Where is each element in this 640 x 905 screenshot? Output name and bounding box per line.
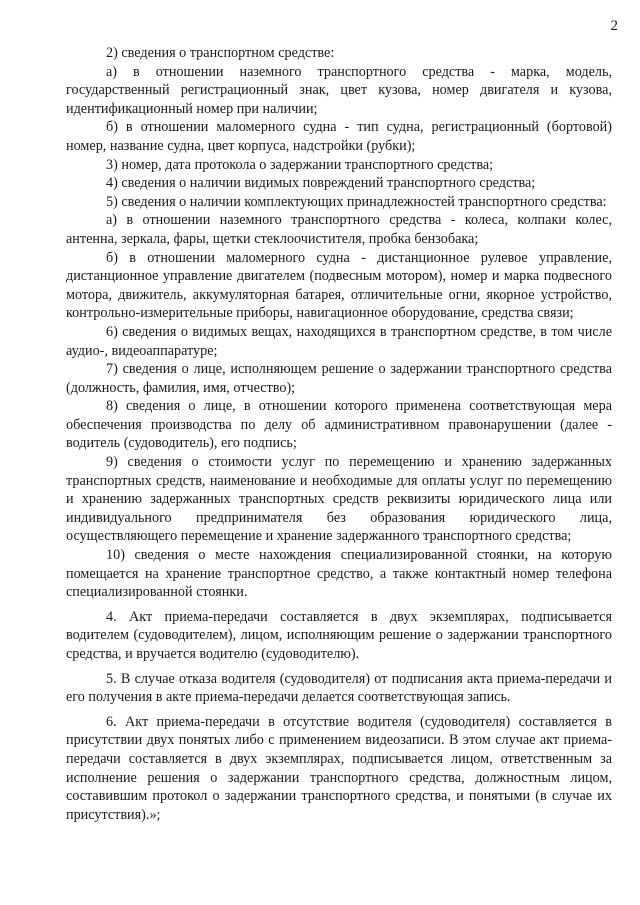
paragraph-visible-damage: 4) сведения о наличии видимых повреждений транспортного средства;	[106, 175, 536, 192]
paragraph-clause-6: 6. Акт приема-передачи в отсутствие водителя (судоводителя) составляется в присутствии двух понятых либо с применением видеозаписи. В этом случае акт приема-передачи составляется в двух экземплярах, подписывается лицом, ответственным за исполнение решения о задержании транспортного средства, должностным лицом, составившим протокол о задержании транспортного средства, и понятыми (в случае их присутствия).»;	[66, 713, 612, 823]
paragraph-visible-items: 6) сведения о видимых вещах, находящихся в транспортном средстве, в том числе аудио-, видеоаппаратуре;	[66, 323, 612, 359]
document-body	[66, 44, 612, 824]
paragraph-land-vehicle: а) в отношении наземного транспортного средства - марка, модель, государственный регистрационный знак, цвет кузова, номер двигателя и кузова, идентификационный номер при наличии;	[66, 63, 612, 117]
paragraph-vessel-accessories: б) в отношении маломерного судна - дистанционное рулевое управление, дистанционное управление двигателем (подвесным мотором), номер и марка подвесного мотора, движитель, аккумуляторная батарея, отличительные огни, якорное устройство, контрольно-измерительные приборы, навигационное оборудование, средства связи;	[66, 249, 612, 322]
paragraph-executing-person: 7) сведения о лице, исполняющем решение о задержании транспортного средства (должность, фамилия, имя, отчество);	[66, 361, 612, 396]
paragraph-vehicle-info: 2) сведения о транспортном средстве:	[106, 45, 335, 61]
paragraph-parking-location: 10) сведения о месте нахождения специализированной стоянки, на которую помещается на хранение транспортное средство, а также контактный номер телефона специализированной стоянки.	[66, 547, 612, 601]
paragraph-land-accessories: а) в отношении наземного транспортного средства - колеса, колпаки колес, антенна, зеркала, фары, щетки стеклоочистителя, пробка бензобака;	[66, 212, 612, 247]
paragraph-driver-info: 8) сведения о лице, в отношении которого применена соответствующая мера обеспечения производства по делу об административном правонарушении (далее - водитель (судоводитель), его подпись;	[66, 398, 612, 452]
paragraph-accessories: 5) сведения о наличии комплектующих принадлежностей транспортного средства:	[106, 193, 607, 210]
paragraph-small-vessel: б) в отношении маломерного судна - тип судна, регистрационный (бортовой) номер, название судна, цвет корпуса, надстройки (рубки);	[66, 119, 612, 154]
paragraph-clause-5: 5. В случае отказа водителя (судоводителя) от подписания акта приема-передачи и его получения в акте приема-передачи делается соответствующая запись.	[66, 670, 612, 706]
page-number: 2	[610, 18, 618, 34]
paragraph-service-cost: 9) сведения о стоимости услуг по перемещению и хранению задержанных транспортных средств, наименование и необходимые для оплаты услуг по перемещению и хранению задержанных транспортных средств реквизиты юридического лица или индивидуального предпринимателя без образования юридического лица, осуществляющего перемещение и хранение задержанного транспортного средства;	[66, 454, 612, 545]
paragraph-protocol-number: 3) номер, дата протокола о задержании транспортного средства;	[106, 156, 494, 173]
paragraph-clause-4: 4. Акт приема-передачи составляется в двух экземплярах, подписывается водителем (судоводителем), лицом, исполняющим решение о задержании транспортного средства, и вручается водителю (судоводителю).	[66, 608, 612, 662]
